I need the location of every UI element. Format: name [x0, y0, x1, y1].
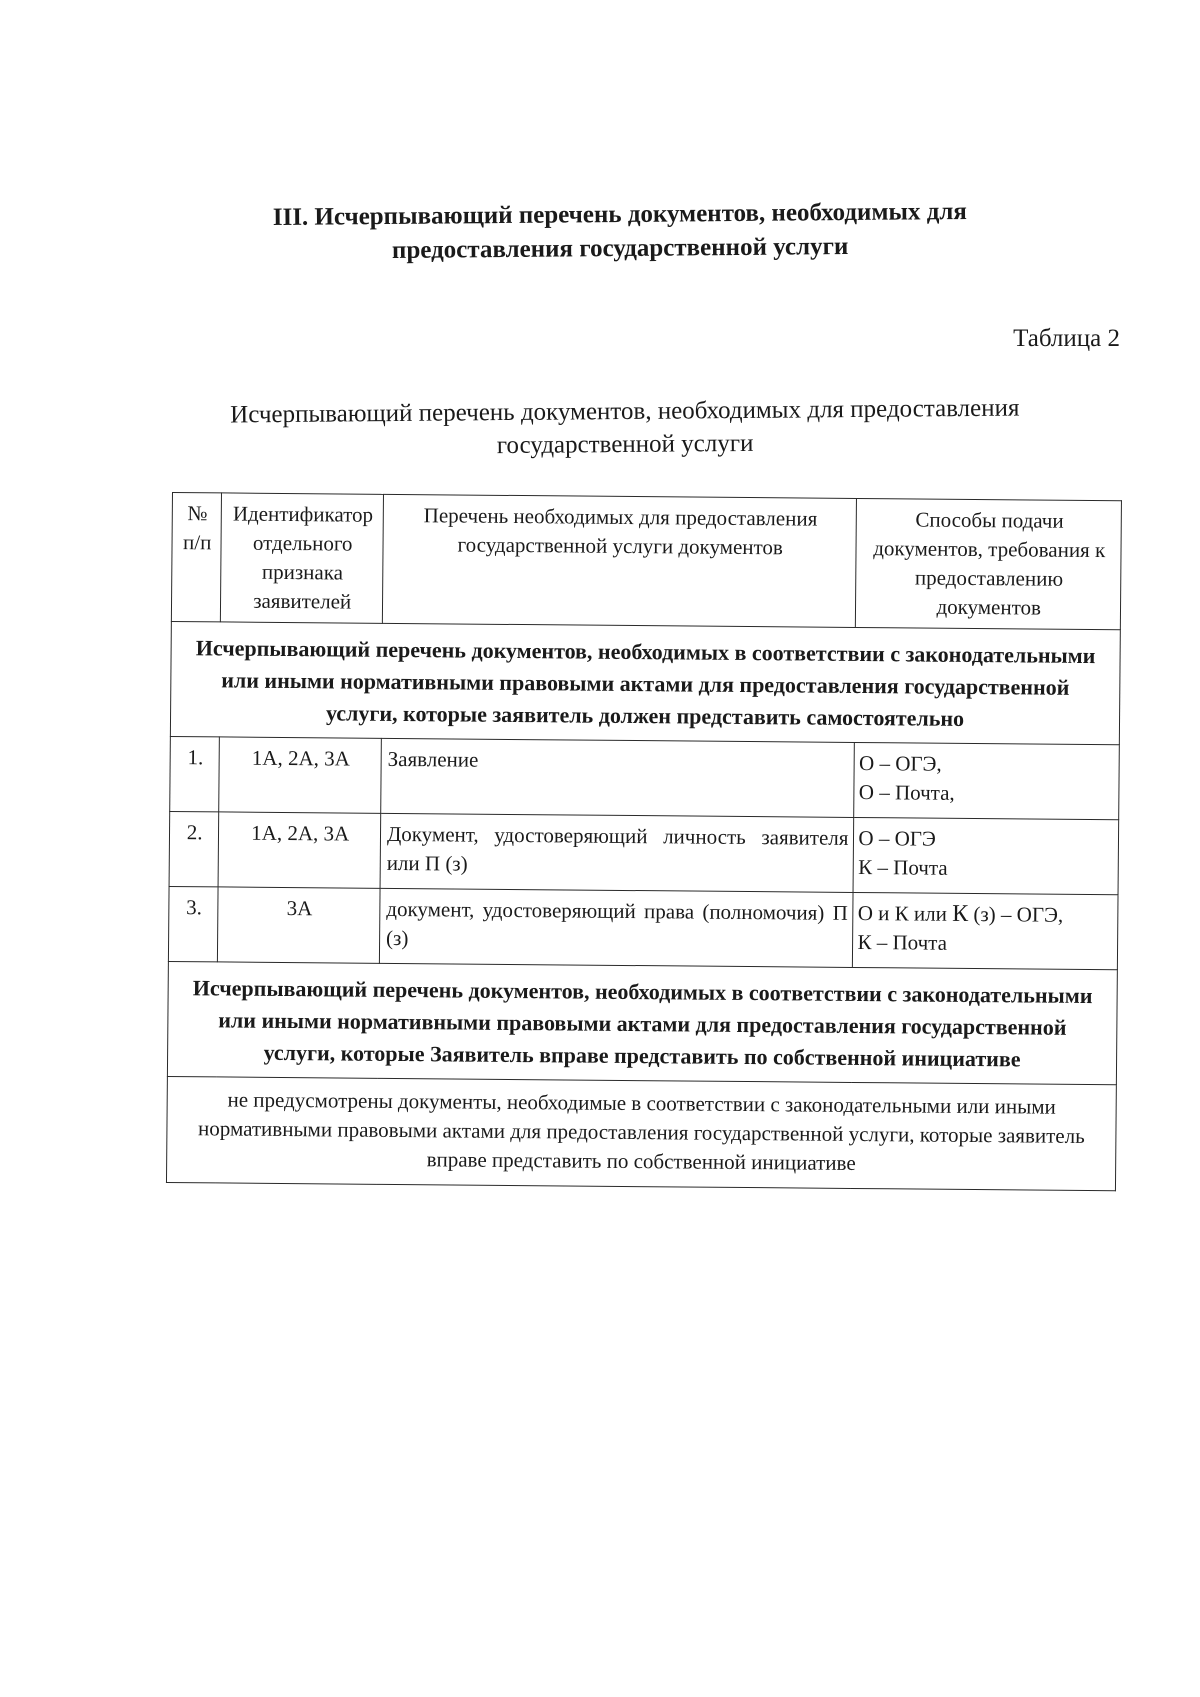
- header-submission-methods: Способы подачи документов, требования к предоставлению документов: [856, 498, 1122, 629]
- table-caption: [160, 391, 1091, 465]
- table-row: [169, 811, 1119, 894]
- header-number: № п/п: [171, 493, 222, 622]
- documents-table: [166, 492, 1122, 1191]
- row-number: 2.: [169, 811, 219, 886]
- group-2-note-row: [166, 1076, 1116, 1190]
- section-title: [170, 194, 1071, 270]
- group-2-title: Исчерпывающий перечень документов, необходимых в соответствии с законодательными или иными нормативными правовыми актами для предоставления государственной услуги, которые Заявитель вправе представить по собственной инициативе: [167, 961, 1117, 1084]
- group-1-title: Исчерпывающий перечень документов, необходимых в соответствии с законодательными или иными нормативными правовыми актами для предоставления государственной услуги, которые заявитель должен представить самостоятельно: [170, 621, 1120, 744]
- header-identifier: Идентификатор отдельного признака заявителей: [221, 493, 384, 623]
- method-line-2: О – Почта,: [858, 780, 955, 805]
- method-line-1: О – ОГЭ: [858, 826, 936, 851]
- group-2-note: не предусмотрены документы, необходимые в соответствии с законодательными или иными нормативными правовыми актами для предоставления государственной услуги, которые заявитель вправе представить по собственной инициативе: [166, 1076, 1116, 1190]
- method-line-1: [858, 899, 1113, 930]
- header-document-list: Перечень необходимых для предоставления государственной услуги документов: [382, 494, 857, 627]
- table-header-row: [171, 493, 1121, 630]
- row-number: 3.: [168, 886, 218, 961]
- row-identifiers: 3А: [218, 887, 380, 963]
- method-suffix: (з) – ОГЭ,: [968, 901, 1064, 927]
- row-submission-methods: [853, 817, 1118, 894]
- row-document: Документ, удостоверяющий личность заявителя или П (з): [380, 813, 854, 892]
- group-1-row: [170, 621, 1120, 744]
- row-identifiers: 1А, 2А, 3А: [218, 812, 380, 888]
- table-row: [170, 736, 1120, 819]
- table-label: Таблица 2: [1013, 325, 1120, 352]
- row-submission-methods: [854, 742, 1119, 819]
- section-title-line-1: III. Исчерпывающий перечень документов, необходимых для: [272, 197, 968, 232]
- method-letter-k: К: [952, 900, 969, 927]
- row-document: документ, удостоверяющий права (полномочия) П (з): [379, 888, 853, 967]
- row-document: Заявление: [381, 738, 855, 817]
- group-2-row: [167, 961, 1117, 1084]
- method-prefix: О и К или: [857, 901, 953, 926]
- method-line-1: О – ОГЭ,: [859, 751, 942, 776]
- table-row: [168, 886, 1118, 969]
- method-line-2: К – Почта: [858, 855, 948, 880]
- table-caption-line-1: Исчерпывающий перечень документов, необходимых для предоставления: [230, 394, 1020, 429]
- row-number: 1.: [170, 736, 220, 811]
- row-submission-methods: [853, 892, 1118, 969]
- section-title-line-2: предоставления государственной услуги: [391, 233, 849, 264]
- row-identifiers: 1А, 2А, 3А: [219, 737, 381, 813]
- method-line-2: К – Почта: [857, 930, 948, 955]
- table-caption-line-2: государственной услуги: [496, 429, 754, 460]
